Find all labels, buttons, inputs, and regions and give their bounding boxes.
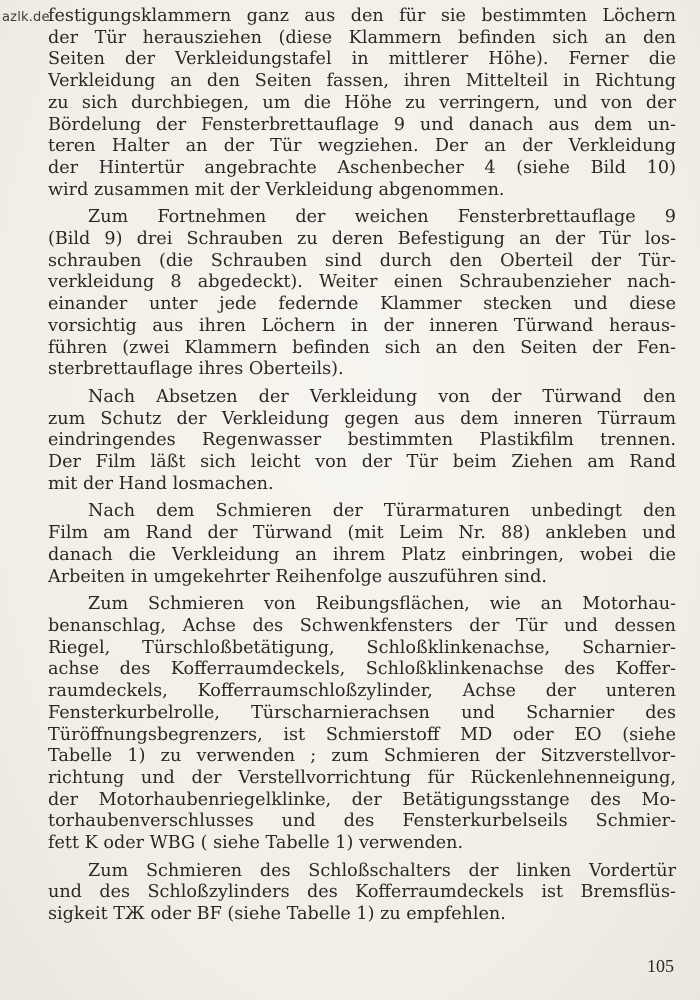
- text-line: (Bild 9) drei Schrauben zu deren Befestigung an der Tür los-: [48, 229, 676, 250]
- text-line: danach die Verkleidung an ihrem Platz einbringen, wobei die: [48, 544, 676, 565]
- page-number: 105: [647, 956, 674, 976]
- text-line: der Hintertür angebrachte Aschenbecher 4 (siehe Bild 10): [48, 157, 676, 178]
- text-line: Der Film läßt sich leicht von der Tür beim Ziehen am Rand: [48, 452, 676, 473]
- text-line: achse des Kofferraumdeckels, Schloßklinkenachse des Koffer-: [48, 659, 676, 680]
- text-line: Film am Rand der Türwand (mit Leim Nr. 88) ankleben und: [48, 523, 676, 544]
- text-line: richtung und der Verstellvorrichtung für Rückenlehnenneigung,: [48, 767, 676, 788]
- text-line: verkleidung 8 abgedeckt). Weiter einen Schraubenzieher nach-: [48, 272, 676, 293]
- text-line: torhaubenverschlusses und des Fensterkurbelseils Schmier-: [48, 811, 676, 832]
- text-line: Tabelle 1) zu verwenden ; zum Schmieren der Sitzverstellvor-: [48, 746, 676, 767]
- body-text: [48, 0, 676, 932]
- text-line: raumdeckels, Kofferraumschloßzylinder, Achse der unteren: [48, 681, 676, 702]
- text-line: teren Halter an der Tür wegziehen. Der an der Verkleidung: [48, 136, 676, 157]
- text-line: eindringendes Regenwasser bestimmten Plastikfilm trennen.: [48, 430, 676, 451]
- text-line: einander unter jede federnde Klammer stecken und diese: [48, 294, 676, 315]
- text-line: der Tür herausziehen (diese Klammern befinden sich an den: [48, 27, 676, 48]
- paragraph-5: [48, 594, 676, 854]
- text-line: wird zusammen mit der Verkleidung abgenommen.: [48, 179, 505, 200]
- text-line: Zum Fortnehmen der weichen Fensterbrettauflage 9: [88, 207, 676, 228]
- text-line: Türöffnungsbegrenzers, ist Schmierstoff MD oder EO (siehe: [48, 724, 676, 745]
- text-line: festigungsklammern ganz aus den für sie bestimmten Löchern: [48, 6, 676, 26]
- text-line: Nach dem Schmieren der Türarmaturen unbedingt den: [88, 501, 676, 522]
- text-line: fett K oder WBG ( siehe Tabelle 1) verwenden.: [48, 833, 464, 854]
- text-line: Zum Schmieren von Reibungsflächen, wie an Motorhau-: [88, 594, 676, 615]
- text-line: Arbeiten in umgekehrter Reihenfolge auszuführen sind.: [48, 566, 547, 587]
- text-line: Seiten der Verkleidungstafel in mittlerer Höhe). Ferner die: [48, 49, 676, 70]
- text-line: der Motorhaubenriegelklinke, der Betätigungsstange des Mo-: [48, 789, 676, 810]
- text-line: Zum Schmieren des Schloßschalters der linken Vordertür: [88, 860, 676, 881]
- paragraph-4: [48, 501, 676, 588]
- text-line: benanschlag, Achse des Schwenkfensters der Tür und dessen: [48, 615, 676, 636]
- text-line: schrauben (die Schrauben sind durch den Oberteil der Tür-: [48, 250, 676, 271]
- text-line: sterbrettauflage ihres Oberteils).: [48, 359, 344, 380]
- text-line: und des Schloßzylinders des Kofferraumdeckels ist Bremsflüs-: [48, 882, 676, 903]
- text-line: vorsichtig aus ihren Löchern in der inneren Türwand heraus-: [48, 315, 676, 336]
- paragraph-2: [48, 207, 676, 381]
- paragraph-1: [48, 6, 676, 201]
- watermark-label: azlk.de: [2, 10, 50, 25]
- text-line: führen (zwei Klammern befinden sich an den Seiten der Fen-: [48, 337, 676, 358]
- text-line: mit der Hand losmachen.: [48, 473, 274, 494]
- text-line: Verkleidung an den Seiten fassen, ihren Mittelteil in Richtung: [48, 71, 676, 92]
- text-line: Nach Absetzen der Verkleidung von der Türwand den: [88, 386, 676, 407]
- text-line: Bördelung der Fensterbrettauflage 9 und danach aus dem un-: [48, 114, 676, 135]
- text-line: Riegel, Türschloßbetätigung, Schloßklinkenachse, Scharnier-: [48, 637, 676, 658]
- text-line: Fensterkurbelrolle, Türscharnierachsen und Scharnier des: [48, 702, 676, 723]
- text-line: zu sich durchbiegen, um die Höhe zu verringern, und von der: [48, 92, 676, 113]
- paragraph-3: [48, 387, 676, 496]
- text-line: sigkeit TЖ oder BF (siehe Tabelle 1) zu empfehlen.: [48, 904, 506, 925]
- text-line: zum Schutz der Verkleidung gegen aus dem inneren Türraum: [48, 408, 676, 429]
- paragraph-6: [48, 861, 676, 926]
